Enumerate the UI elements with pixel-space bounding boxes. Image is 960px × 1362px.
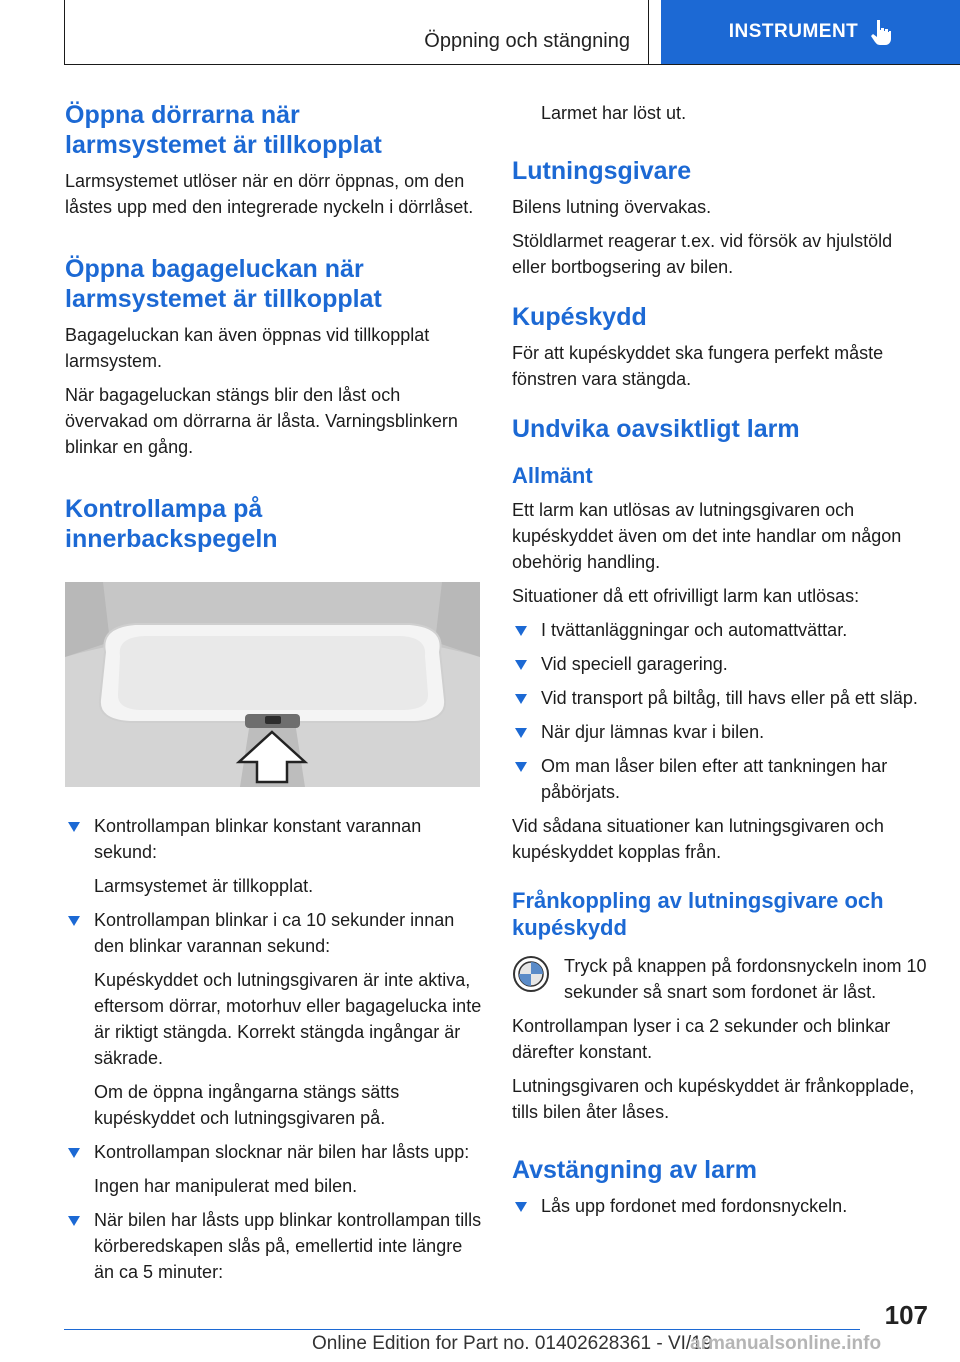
paragraph: Bagageluckan kan även öppnas vid tillkopplat larmsystem. [65, 325, 430, 371]
list-item-detail: Om de öppna ingångarna stängs sätts kupéskyddet och lutningsgivaren på. [94, 1082, 400, 1128]
bmw-key-button-icon [512, 955, 550, 993]
header-divider-mid [648, 0, 649, 64]
list-item-text: Kontrollampan blinkar konstant varannan sekund: [94, 816, 422, 862]
paragraph: Stöldlarmet reagerar t.ex. vid försök av hjulstöld eller bortbogsering av bilen. [512, 231, 893, 277]
list-item-detail: Ingen har manipulerat med bilen. [94, 1176, 358, 1196]
bullet-triangle-icon [515, 660, 527, 670]
paragraph: Situationer då ett ofrivilligt larm kan utlösas: [512, 586, 860, 606]
bullet-triangle-icon [515, 694, 527, 704]
list-item-text: Lås upp fordonet med fordonsnyckeln. [541, 1196, 848, 1216]
heading-line: Öppna bagageluckan när [65, 255, 364, 283]
paragraph: Vid sådana situationer kan lutningsgivaren och kupéskyddet kopplas från. [512, 816, 884, 862]
heading-indicator-lamp [65, 494, 485, 554]
list-item [512, 753, 927, 805]
list-item-text: Vid speciell garagering. [541, 654, 728, 674]
header-divider-left [64, 0, 65, 64]
key-instruction [512, 953, 927, 1005]
heading-trunk [65, 254, 485, 314]
paragraph: Tryck på knappen på fordonsnyckeln inom 10 sekunder så snart som fordonet är låst. [564, 956, 927, 1002]
bullet-triangle-icon [68, 1148, 80, 1158]
rearview-mirror-image [65, 582, 480, 787]
list-item [65, 1207, 485, 1285]
list-item-text: Kontrollampan blinkar i ca 10 sekunder innan den blinkar varannan sekund: [94, 910, 455, 956]
edition-note: Online Edition for Part no. 01402628361 - VI/19 [312, 1333, 713, 1354]
list-item-text: När bilen har låsts upp blinkar kontrollampan tills körberedskapen slås på, emellertid inte längre än ca 5 minuter: [94, 1210, 482, 1282]
list-item [512, 719, 927, 745]
list-item-text: I tvättanläggningar och automattvättar. [541, 620, 848, 640]
paragraph: Kontrollampan lyser i ca 2 sekunder och blinkar därefter konstant. [512, 1016, 891, 1062]
hand-pointer-icon [870, 19, 892, 45]
list-item [512, 651, 927, 677]
header-rule [64, 64, 960, 65]
chapter-label: INSTRUMENT [728, 21, 859, 42]
heading-line: Kontrollampa på [65, 495, 263, 523]
paragraph: Larmsystemet utlöser när en dörr öppnas, om den låstes upp med den integrerade nyckeln i dörrlåset. [65, 171, 474, 217]
watermark: armanualsonline.info [690, 1333, 882, 1354]
paragraph: Ett larm kan utlösas av lutningsgivaren och kupéskyddet även om det inte handlar om någon obehörig handling. [512, 500, 902, 572]
page-number: 107 [884, 1300, 928, 1330]
heading-interior-protection: Kupéskydd [512, 303, 647, 331]
bullet-triangle-icon [68, 1216, 80, 1226]
bullet-triangle-icon [515, 728, 527, 738]
footer-rule [64, 1329, 860, 1330]
list-item-text: När djur lämnas kvar i bilen. [541, 722, 765, 742]
list-item [512, 685, 927, 711]
list-item-text: Om man låser bilen efter att tankningen har påbörjats. [541, 756, 888, 802]
subheading-deactivate-sensors: Frånkoppling av lutningsgivare och kupéskydd [512, 888, 884, 940]
bullet-triangle-icon [515, 762, 527, 772]
heading-line: Öppna dörrarna när [65, 101, 300, 129]
list-item-detail: Larmsystemet är tillkopplat. [94, 876, 314, 896]
list-item [65, 813, 485, 865]
subheading-general: Allmänt [512, 463, 593, 488]
heading-avoid-false-alarm: Undvika oavsiktligt larm [512, 415, 800, 443]
chapter-tab[interactable] [661, 0, 960, 64]
list-item-text: Vid transport på biltåg, till havs eller på ett släp. [541, 688, 918, 708]
bullet-triangle-icon [68, 916, 80, 926]
left-column [65, 100, 485, 1285]
section-title: Öppning och stängning [424, 30, 630, 52]
paragraph: När bagageluckan stängs blir den låst och övervakad om dörrarna är låsta. Varningsblinkern blinkar en gång. [65, 385, 458, 457]
list-item-text: Kontrollampan slocknar när bilen har låsts upp: [94, 1142, 470, 1162]
list-item [65, 907, 485, 959]
paragraph: För att kupéskyddet ska fungera perfekt måste fönstren vara stängda. [512, 343, 884, 389]
heading-doors [65, 100, 485, 160]
bullet-triangle-icon [515, 1202, 527, 1212]
list-item-detail: Larmet har löst ut. [541, 103, 687, 123]
bullet-triangle-icon [515, 626, 527, 636]
list-item [512, 1193, 927, 1219]
paragraph: Lutningsgivaren och kupéskyddet är frånkopplade, tills bilen åter låses. [512, 1076, 915, 1122]
heading-tilt-sensor: Lutningsgivare [512, 157, 692, 185]
paragraph: Bilens lutning övervakas. [512, 197, 712, 217]
heading-line: larmsystemet är tillkopplat [65, 131, 382, 159]
heading-line: larmsystemet är tillkopplat [65, 285, 382, 313]
heading-line: innerbackspegeln [65, 525, 278, 553]
right-column [512, 100, 927, 1219]
heading-alarm-shutoff: Avstängning av larm [512, 1156, 757, 1184]
list-item [512, 617, 927, 643]
list-item [65, 1139, 485, 1165]
list-item-detail: Kupéskyddet och lutningsgivaren är inte aktiva, eftersom dörrar, motorhuv eller bagagelucka inte är riktigt stängda. Korrekt stängda ingångar är säkrade. [94, 970, 482, 1068]
bullet-triangle-icon [68, 822, 80, 832]
